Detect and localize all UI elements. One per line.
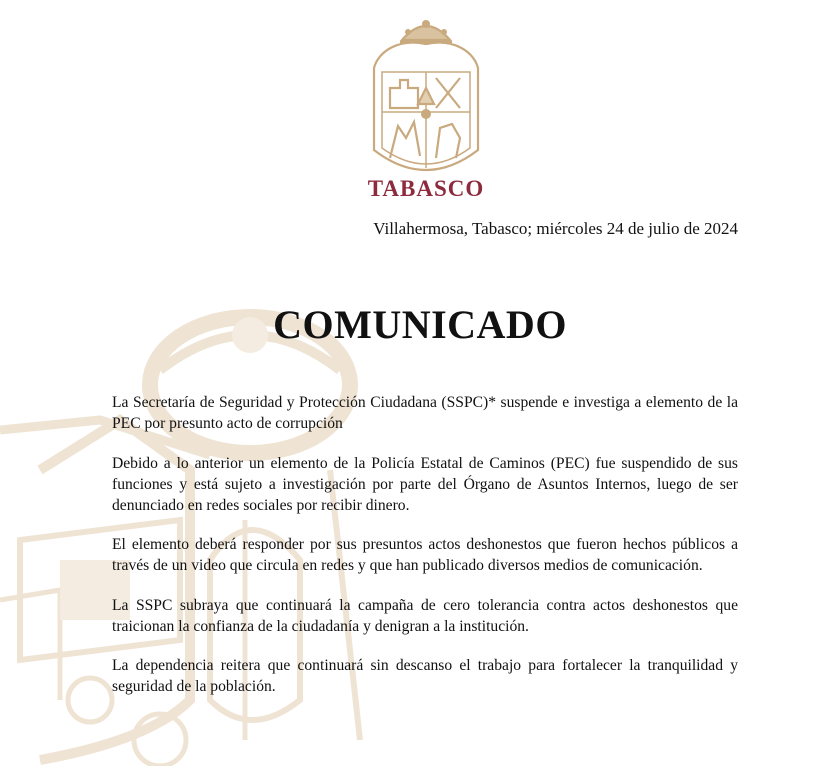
paragraph-2: Debido a lo anterior un elemento de la Policía Estatal de Caminos (PEC) fue suspendido de sus funciones y está sujeto a investigación por parte del Órgano de Asuntos Internos, luego de ser denunciado en redes sociales por recibir dinero. (112, 454, 738, 514)
date-line: Villahermosa, Tabasco; miércoles 24 de julio de 2024 (373, 219, 738, 238)
state-name: TABASCO (367, 176, 485, 201)
paragraph-4: La SSPC subraya que continuará la campaña de cero tolerancia contra actos deshonestos que traicionan la confianza de la ciudadanía y denigran a la institución. (112, 596, 738, 635)
communique-body (112, 392, 738, 716)
paragraph-1: La Secretaría de Seguridad y Protección Ciudadana (SSPC)* suspende e investiga a elemento de la PEC por presunto acto de corrupción (112, 394, 738, 432)
tabasco-coat-of-arms-icon (360, 8, 492, 186)
paragraph-5: La dependencia reitera que continuará sin descanso el trabajo para fortalecer la tranquilidad y seguridad de la población. (112, 657, 738, 695)
paragraph-3: El elemento deberá responder por sus presuntos actos deshonestos que fueron hechos públicos a través de un video que circula en redes y que han publicado diversos medios de comunicación. (112, 536, 738, 574)
page-title: COMUNICADO (273, 302, 567, 347)
